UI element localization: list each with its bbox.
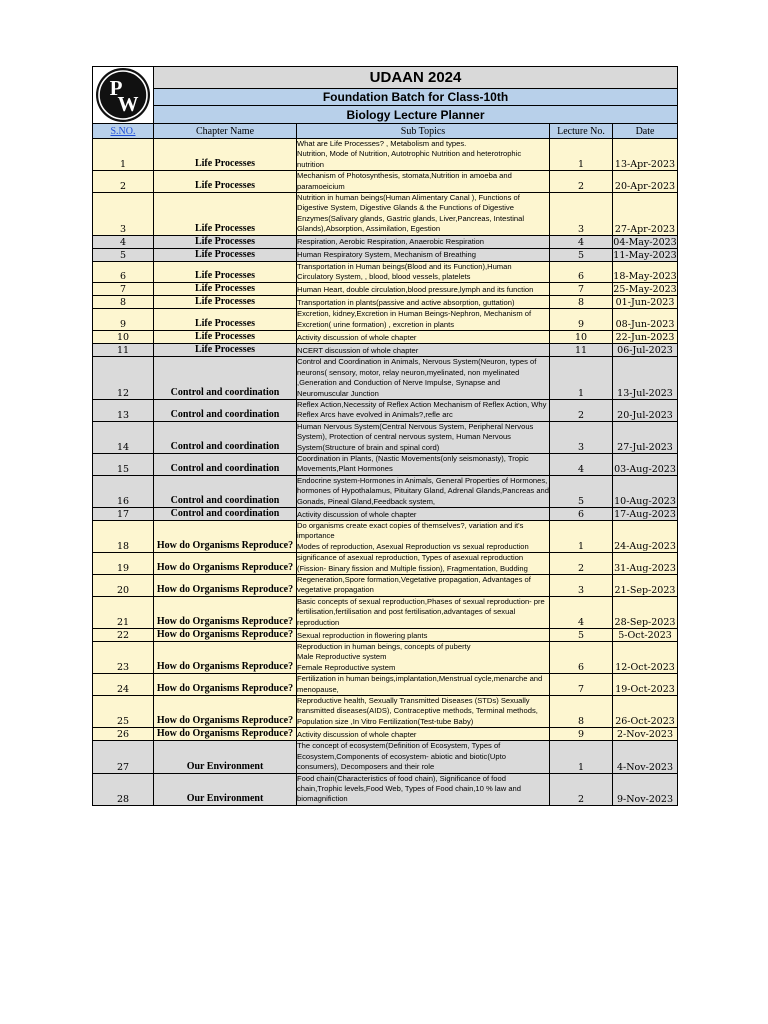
row-lecture-no: 2 [550,553,613,575]
planner-subtitle: Biology Lecture Planner [154,106,678,124]
row-date: 10-Aug-2023 [613,475,678,507]
row-date: 06-Jul-2023 [613,344,678,357]
row-lecture-no: 3 [550,421,613,453]
row-chapter: Life Processes [154,235,297,248]
row-lecture-no: 11 [550,344,613,357]
row-date: 2-Nov-2023 [613,728,678,741]
row-sno: 13 [93,399,154,421]
table-row [93,235,678,248]
row-sno: 18 [93,520,154,552]
row-chapter: Life Processes [154,296,297,309]
row-chapter: Control and coordination [154,421,297,453]
row-date: 12-Oct-2023 [613,642,678,674]
row-lecture-no: 7 [550,283,613,296]
row-sno: 24 [93,674,154,696]
row-date: 17-Aug-2023 [614,508,676,520]
row-date: 31-Aug-2023 [613,553,678,575]
table-row [93,475,678,507]
row-sno: 5 [93,248,154,261]
row-lecture-no: 2 [550,171,613,193]
table-row [93,261,678,283]
row-lecture-no: 6 [550,507,613,520]
row-sno: 3 [93,193,154,236]
row-lecture-no: 6 [550,261,613,283]
logo-p: P [109,76,123,100]
row-chapter: Life Processes [154,171,297,193]
col-header-sno[interactable]: S.NO. [93,124,154,139]
row-sno: 28 [93,773,154,805]
row-lecture-no: 6 [550,642,613,674]
table-row [93,728,678,741]
row-lecture-no: 10 [550,331,613,344]
row-date: 18-May-2023 [613,261,678,283]
row-date: 9-Nov-2023 [613,773,678,805]
row-sno: 27 [93,741,154,773]
row-subtopics: Human Respiratory System, Mechanism of Breathing [297,248,550,261]
row-sno: 21 [93,596,154,628]
table-row [93,331,678,344]
row-subtopics: Reproductive health, Sexually Transmitted Diseases (STDs) Sexually transmitted diseases(AIDS), Contraceptive methods, Terminal methods, Population size ,In Vitro Fertilization(Test-tube Baby) [297,696,550,728]
row-subtopics: Endocrine system-Hormones in Animals, General Properties of Hormones, hormones of Hypothalamus, Pituitary Gland, Adrenal Glands,Pancreas and Gonads, Pineal Gland,Feedback system, [297,475,549,506]
row-date: 4-Nov-2023 [613,741,678,773]
row-subtopics: Food chain(Characteristics of food chain), Significance of food chain,Trophic levels,Food Web, Types of Food chain,10 % law and biomagnifiction [297,773,550,805]
row-subtopics: What are Life Processes? , Metabolism and types. Nutrition, Mode of Nutrition, Autotrophic Nutrition and heterotrophic nutrition [297,139,550,171]
row-date: 03-Aug-2023 [613,453,678,475]
row-subtopics: Human Heart, double circulation,blood pressure,lymph and its function [297,283,550,296]
row-date: 01-Jun-2023 [613,296,678,309]
row-sno: 9 [93,309,154,331]
row-subtopics: Activity discussion of whole chapter [297,728,550,741]
row-lecture-no: 9 [550,309,613,331]
row-subtopics: NCERT discussion of whole chapter [297,344,550,357]
row-sno: 26 [93,728,154,741]
row-sno: 20 [93,575,154,597]
row-lecture-no: 5 [550,248,613,261]
row-chapter: Life Processes [154,193,297,236]
row-chapter: How do Organisms Reproduce? [154,674,297,696]
table-row [93,553,678,575]
row-chapter: Life Processes [154,309,297,331]
row-lecture-no: 3 [550,575,613,597]
table-row [93,248,678,261]
pw-logo [93,67,154,124]
row-date: 26-Oct-2023 [613,696,678,728]
row-lecture-no: 8 [550,696,613,728]
row-date: 13-Jul-2023 [613,357,678,400]
row-subtopics: Reproduction in human beings, concepts of puberty Male Reproductive system Female Reproductive system [297,642,550,674]
table-row [93,629,678,642]
row-date: 08-Jun-2023 [613,309,678,331]
table-row [93,357,678,400]
lecture-planner-table [92,66,678,806]
table-row [93,696,678,728]
row-sno: 16 [93,475,154,507]
row-sno: 22 [93,629,154,642]
col-header-date: Date [613,124,678,139]
row-subtopics: Sexual reproduction in flowering plants [297,629,550,642]
table-row [93,773,678,805]
row-lecture-no: 2 [550,399,613,421]
row-subtopics: Coordination in Plants, (Nastic Movements(only seismonasty), Tropic Movements,Plant Hormones [297,453,550,475]
row-date: 11-May-2023 [613,249,677,261]
table-row [93,596,678,628]
row-date: 04-May-2023 [613,236,677,248]
row-sno: 6 [93,261,154,283]
row-sno: 19 [93,553,154,575]
row-chapter: Our Environment [154,741,297,773]
table-row [93,575,678,597]
row-lecture-no: 5 [550,475,613,507]
row-date: 20-Jul-2023 [613,399,678,421]
table-row [93,520,678,552]
table-row [93,309,678,331]
row-chapter: Control and coordination [154,453,297,475]
row-subtopics: Transportation in plants(passive and active absorption, guttation) [297,296,550,309]
row-sno: 10 [93,331,154,344]
row-lecture-no: 2 [550,773,613,805]
row-sno: 12 [93,357,154,400]
row-sno: 15 [93,453,154,475]
row-chapter: How do Organisms Reproduce? [154,575,297,597]
row-lecture-no: 1 [550,520,613,552]
row-subtopics: significance of asexual reproduction, Types of asexual reproduction (Fission- Binary fission and Multiple fission), Fragmentation, Budding [297,553,550,575]
row-lecture-no: 4 [550,235,613,248]
table-row [93,453,678,475]
table-row [93,421,678,453]
row-sno: 8 [93,296,154,309]
pw-logo-icon [95,67,151,123]
col-header-subtopics: Sub Topics [297,124,550,139]
row-subtopics: Basic concepts of sexual reproduction,Phases of sexual reproduction- pre fertilisation,fertilisation and post fertilisation,advantages of sexual reproduction [297,596,550,628]
row-sno: 7 [93,283,154,296]
row-date: 19-Oct-2023 [613,674,678,696]
row-chapter: How do Organisms Reproduce? [154,553,297,575]
row-sno: 11 [93,344,154,357]
row-subtopics: Reflex Action,Necessity of Reflex Action Mechanism of Reflex Action, Why Reflex Arcs have evolved in Animals?,refle arc [297,399,550,421]
row-chapter: Life Processes [154,139,297,171]
row-lecture-no: 4 [550,596,613,628]
row-sno: 25 [93,696,154,728]
table-row [93,283,678,296]
page-title: UDAAN 2024 [154,67,678,89]
row-date: 28-Sep-2023 [613,596,678,628]
row-lecture-no: 4 [550,453,613,475]
row-chapter: Control and coordination [154,399,297,421]
row-chapter: Control and coordination [154,507,297,520]
table-row [93,139,678,171]
row-date: 22-Jun-2023 [613,331,678,344]
row-sno: 14 [93,421,154,453]
table-row [93,193,678,236]
row-date: 20-Apr-2023 [613,171,678,193]
row-subtopics: Regeneration,Spore formation,Vegetative propagation, Advantages of vegetative propagation [297,575,550,597]
row-lecture-no: 7 [550,674,613,696]
row-chapter: How do Organisms Reproduce? [154,596,297,628]
table-row [93,296,678,309]
column-header-row [93,124,678,139]
row-chapter: How do Organisms Reproduce? [154,642,297,674]
row-chapter: Life Processes [154,248,297,261]
row-chapter: Life Processes [154,331,297,344]
row-date: 24-Aug-2023 [613,520,678,552]
row-date: 21-Sep-2023 [613,575,678,597]
row-subtopics: Human Nervous System(Central Nervous System, Peripheral Nervous System), Protection of central nervous system, Human Nervous System(Structure of brain and spinal cord) [297,421,550,453]
row-chapter: Our Environment [154,773,297,805]
row-chapter: Life Processes [154,283,297,296]
table-row [93,507,678,520]
row-lecture-no: 5 [550,629,613,642]
row-subtopics: The concept of ecosystem(Definition of Ecosystem, Types of Ecosystem,Components of ecosystem- abiotic and biotic(Upto consumers), Decomposers and their role [297,741,550,773]
batch-subtitle: Foundation Batch for Class-10th [154,88,678,106]
row-subtopics: Do organisms create exact copies of themselves?, variation and it's importance Modes of reproduction, Asexual Reproduction vs sexual reproduction [297,520,550,552]
row-subtopics: Fertilization in human beings,implantation,Menstrual cycle,menarche and menopause, [297,674,550,696]
row-sno: 2 [93,171,154,193]
row-sno: 4 [93,235,154,248]
row-subtopics: Activity discussion of whole chapter [297,507,550,520]
row-chapter: Life Processes [154,261,297,283]
row-date: 27-Apr-2023 [613,193,678,236]
row-lecture-no: 9 [550,728,613,741]
logo-w: W [117,92,139,116]
row-date: 25-May-2023 [613,284,677,296]
table-row [93,741,678,773]
row-subtopics: Mechanism of Photosynthesis, stomata,Nutrition in amoeba and paramoeicium [297,171,550,193]
row-lecture-no: 3 [550,193,613,236]
table-row [93,399,678,421]
row-sno: 23 [93,642,154,674]
row-lecture-no: 1 [550,357,613,400]
row-chapter: How do Organisms Reproduce? [154,728,297,741]
row-subtopics: Activity discussion of whole chapter [297,331,550,344]
row-lecture-no: 1 [550,741,613,773]
row-subtopics: Control and Coordination in Animals, Nervous System(Neuron, types of neurons( sensory, motor, relay neuron,myelinated, non myelinated ,Generation and Conduction of Nerve Impulse, Synapse and Neuromuscular Junction [297,357,550,400]
row-subtopics: Respiration, Aerobic Respiration, Anaerobic Respiration [297,235,550,248]
row-chapter: Life Processes [154,344,297,357]
row-chapter: How do Organisms Reproduce? [154,696,297,728]
table-row [93,171,678,193]
row-lecture-no: 1 [550,139,613,171]
row-sno: 17 [93,507,154,520]
row-lecture-no: 8 [550,296,613,309]
row-subtopics: Nutrition in human beings(Human Alimentary Canal ), Functions of Digestive System, Digestive Glands & the Functions of Digestive Enzymes(Salivary glands, Gastric glands, Liver,Pancreas, Intestinal Glands),Absorption, Assimilation, Egestion [297,193,550,236]
row-chapter: How do Organisms Reproduce? [154,520,297,552]
row-chapter: Control and coordination [154,475,297,507]
row-chapter: Control and coordination [154,357,297,400]
row-date: 27-Jul-2023 [613,421,678,453]
col-header-lecture: Lecture No. [550,124,613,139]
row-date: 5-Oct-2023 [613,629,678,642]
table-row [93,642,678,674]
row-subtopics: Excretion, kidney,Excretion in Human Beings-Nephron, Mechanism of Excretion( urine formation) , excretion in plants [297,309,550,331]
table-row [93,674,678,696]
col-header-chapter: Chapter Name [154,124,297,139]
row-chapter: How do Organisms Reproduce? [154,629,297,642]
row-date: 13-Apr-2023 [613,139,678,171]
row-subtopics: Transportation in Human beings(Blood and its Function),Human Circulatory System, , blood, blood vessels, platelets [297,261,550,283]
row-sno: 1 [93,139,154,171]
table-row [93,344,678,357]
